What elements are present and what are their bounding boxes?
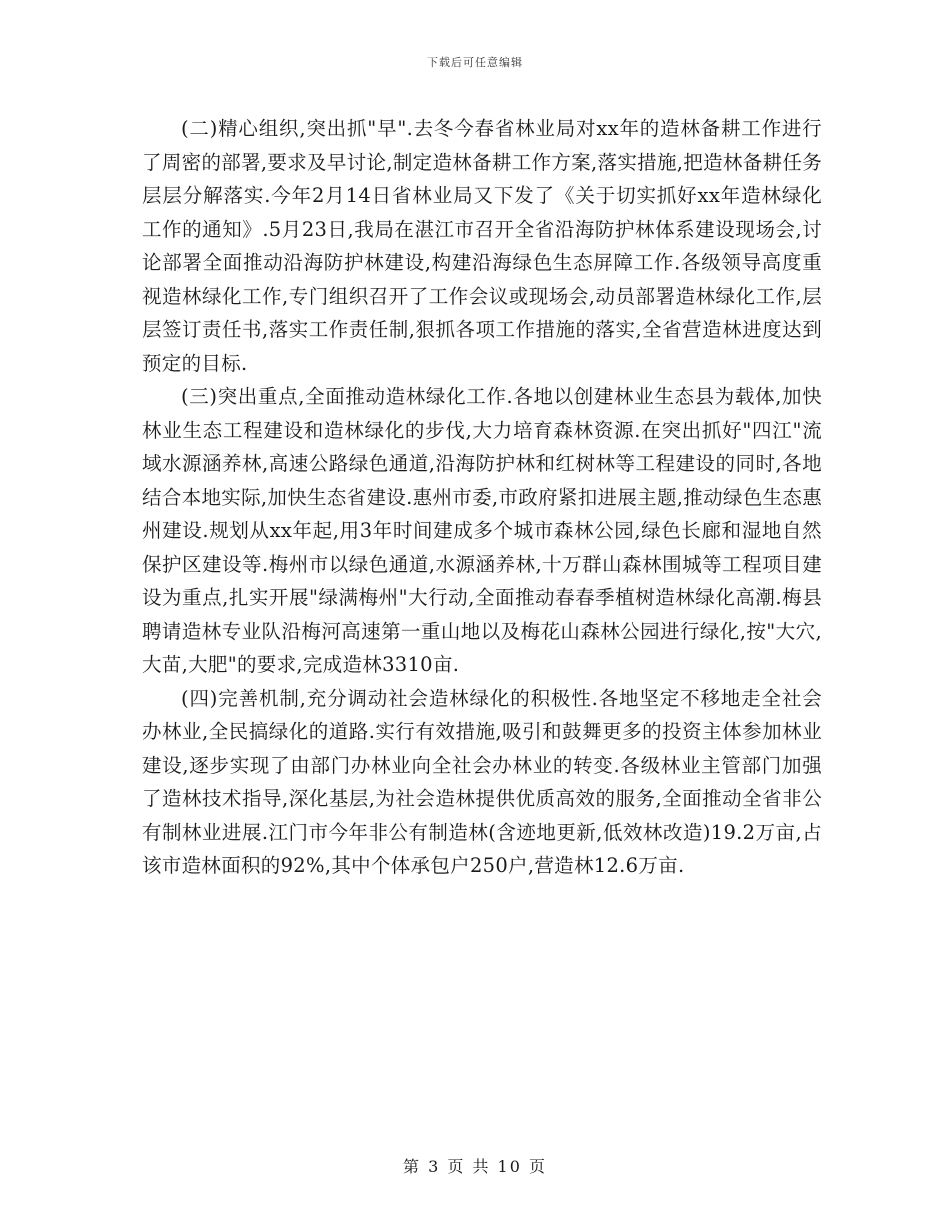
- document-body: [142, 112, 822, 883]
- page-header-note: 下载后可任意编辑: [427, 56, 523, 69]
- paragraph-2: (二)精心组织,突出抓"早".去冬今春省林业局对xx年的造林备耕工作进行了周密的部署,要求及早讨论,制定造林备耕工作方案,落实措施,把造林备耕任务层层分解落实.今年2月14日省林业局又下发了《关于切实抓好xx年造林绿化工作的通知》.5月23日,我局在湛江市召开全省沿海防护林体系建设现场会,讨论部署全面推动沿海防护林建设,构建沿海绿色生态屏障工作.各级领导高度重视造林绿化工作,专门组织召开了工作会议或现场会,动员部署造林绿化工作,层层签订责任书,落实工作责任制,狠抓各项工作措施的落实,全省营造林进度达到预定的目标.: [142, 117, 822, 375]
- page-number-footer: 第 3 页 共 10 页: [403, 1157, 547, 1176]
- paragraph-3: (三)突出重点,全面推动造林绿化工作.各地以创建林业生态县为载体,加快林业生态工程建设和造林绿化的步伐,大力培育森林资源.在突出抓好"四江"流域水源涵养林,高速公路绿色通道,沿海防护林和红树林等工程建设的同时,各地结合本地实际,加快生态省建设.惠州市委,市政府紧扣进展主题,推动绿色生态惠州建设.规划从xx年起,用3年时间建成多个城市森林公园,绿色长廊和湿地自然保护区建设等.梅州市以绿色通道,水源涵养林,十万群山森林围城等工程项目建设为重点,扎实开展"绿满梅州"大行动,全面推动春春季植树造林绿化高潮.梅县聘请造林专业队沿梅河高速第一重山地以及梅花山森林公园进行绿化,按"大穴,大苗,大肥"的要求,完成造林3310亩.: [142, 385, 822, 676]
- paragraph-4: (四)完善机制,充分调动社会造林绿化的积极性.各地坚定不移地走全社会办林业,全民搞绿化的道路.实行有效措施,吸引和鼓舞更多的投资主体参加林业建设,逐步实现了由部门办林业向全社会办林业的转变.各级林业主管部门加强了造林技术指导,深化基层,为社会造林提供优质高效的服务,全面推动全省非公有制林业进展.江门市今年非公有制造林(含迹地更新,低效林改造)19.2万亩,占该市造林面积的92%,其中个体承包户250户,营造林12.6万亩.: [142, 686, 822, 877]
